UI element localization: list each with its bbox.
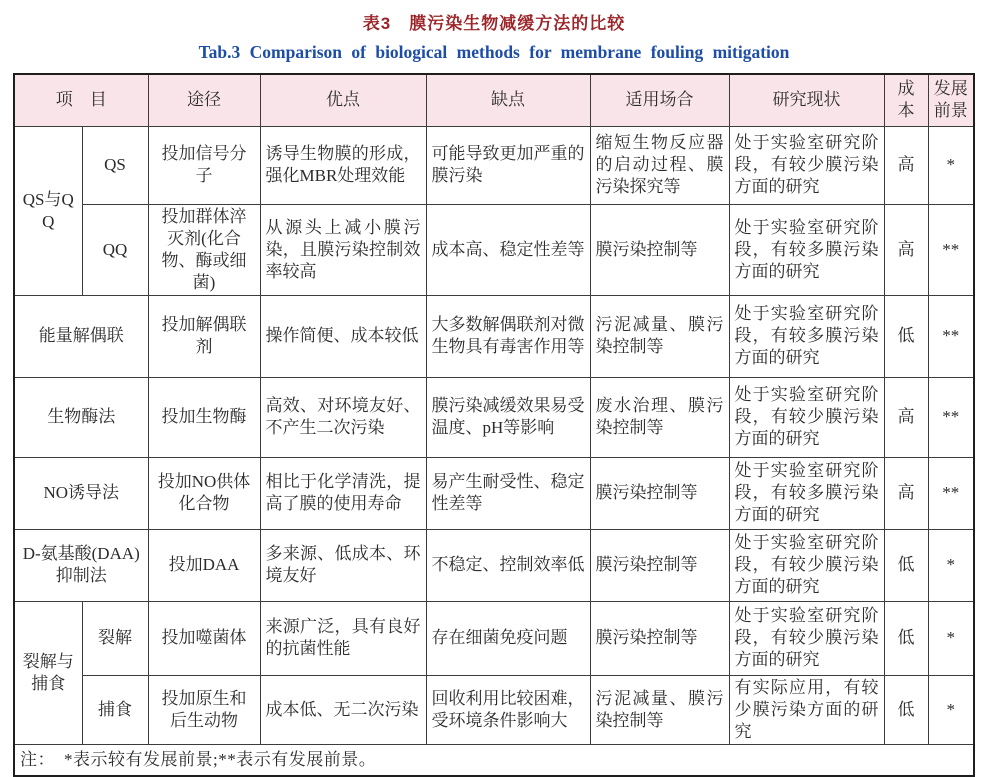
- cell-prospect: *: [928, 126, 974, 204]
- cell-status: 有实际应用，有较少膜污染方面的研究: [729, 675, 884, 744]
- cell-pros: 诱导生物膜的形成，强化MBR处理效能: [260, 126, 426, 204]
- cell-status: 处于实验室研究阶段，有较少膜污染方面的研究: [729, 529, 884, 601]
- cell-cost: 低: [884, 601, 928, 675]
- cell-group: 裂解与捕食: [14, 601, 82, 744]
- cell-cost: 高: [884, 126, 928, 204]
- cell-prospect: *: [928, 675, 974, 744]
- cell-group: QS与QQ: [14, 126, 82, 295]
- cell-prospect: **: [928, 295, 974, 377]
- col-header-status: 研究现状: [729, 74, 884, 126]
- table-row: [14, 675, 974, 744]
- cell-route: 投加群体淬灭剂(化合物、酶或细菌): [148, 204, 260, 295]
- cell-status: 处于实验室研究阶段，有较多膜污染方面的研究: [729, 295, 884, 377]
- cell-prospect: *: [928, 601, 974, 675]
- cell-sub: QQ: [82, 204, 148, 295]
- cell-scope: 膜污染控制等: [590, 457, 729, 529]
- col-header-pros: 优点: [260, 74, 426, 126]
- cell-scope: 膜污染控制等: [590, 601, 729, 675]
- table-row: [14, 529, 974, 601]
- footnote: 注： *表示较有发展前景;**表示有发展前景。: [14, 745, 974, 776]
- cell-route: 投加原生和后生动物: [148, 675, 260, 744]
- col-header-route: 途径: [148, 74, 260, 126]
- col-header-cost: 成本: [884, 74, 928, 126]
- cell-prospect: **: [928, 204, 974, 295]
- table-row: [14, 204, 974, 295]
- cell-route: 投加DAA: [148, 529, 260, 601]
- cell-status: 处于实验室研究阶段，有较多膜污染方面的研究: [729, 204, 884, 295]
- cell-status: 处于实验室研究阶段，有较少膜污染方面的研究: [729, 377, 884, 457]
- cell-cons: 可能导致更加严重的膜污染: [426, 126, 590, 204]
- cell-route: 投加NO供体化合物: [148, 457, 260, 529]
- cell-scope: 废水治理、膜污染控制等: [590, 377, 729, 457]
- cell-method: 能量解偶联: [14, 295, 148, 377]
- cell-cost: 高: [884, 457, 928, 529]
- cell-cons: 回收利用比较困难，受环境条件影响大: [426, 675, 590, 744]
- cell-status: 处于实验室研究阶段，有较少膜污染方面的研究: [729, 126, 884, 204]
- cell-scope: 膜污染控制等: [590, 204, 729, 295]
- cell-cost: 低: [884, 295, 928, 377]
- cell-cons: 易产生耐受性、稳定性差等: [426, 457, 590, 529]
- cell-pros: 相比于化学清洗，提高了膜的使用寿命: [260, 457, 426, 529]
- cell-route: 投加噬菌体: [148, 601, 260, 675]
- cell-scope: 污泥减量、膜污染控制等: [590, 675, 729, 744]
- cell-cons: 成本高、稳定性差等: [426, 204, 590, 295]
- cell-sub: 裂解: [82, 601, 148, 675]
- table-row: [14, 377, 974, 457]
- cell-route: 投加解偶联剂: [148, 295, 260, 377]
- cell-method: 生物酶法: [14, 377, 148, 457]
- table-row: [14, 457, 974, 529]
- col-header-cons: 缺点: [426, 74, 590, 126]
- cell-pros: 高效、对环境友好、不产生二次污染: [260, 377, 426, 457]
- cell-sub: QS: [82, 126, 148, 204]
- cell-scope: 膜污染控制等: [590, 529, 729, 601]
- cell-pros: 操作简便、成本较低: [260, 295, 426, 377]
- cell-sub: 捕食: [82, 675, 148, 744]
- cell-cost: 低: [884, 529, 928, 601]
- table-row: [14, 295, 974, 377]
- col-header-prospect: 发展前景: [928, 74, 974, 126]
- cell-route: 投加信号分子: [148, 126, 260, 204]
- cell-pros: 成本低、无二次污染: [260, 675, 426, 744]
- header-row: [14, 74, 974, 126]
- cell-scope: 污泥减量、膜污染控制等: [590, 295, 729, 377]
- cell-status: 处于实验室研究阶段，有较少膜污染方面的研究: [729, 601, 884, 675]
- cell-pros: 多来源、低成本、环境友好: [260, 529, 426, 601]
- cell-pros: 来源广泛，具有良好的抗菌性能: [260, 601, 426, 675]
- cell-cons: 存在细菌免疫问题: [426, 601, 590, 675]
- col-header-item: 项 目: [14, 74, 148, 126]
- comparison-table: [13, 73, 975, 777]
- table-title-english: Tab.3 Comparison of biological methods for membrane fouling mitigation: [198, 42, 790, 62]
- cell-scope: 缩短生物反应器的启动过程、膜污染探究等: [590, 126, 729, 204]
- cell-route: 投加生物酶: [148, 377, 260, 457]
- table-title-chinese: 表3 膜污染生物减缓方法的比较: [362, 14, 626, 33]
- cell-pros: 从源头上减小膜污染，且膜污染控制效率较高: [260, 204, 426, 295]
- cell-cost: 高: [884, 204, 928, 295]
- col-header-scope: 适用场合: [590, 74, 729, 126]
- cell-cons: 不稳定、控制效率低: [426, 529, 590, 601]
- cell-method: NO诱导法: [14, 457, 148, 529]
- cell-prospect: **: [928, 377, 974, 457]
- table-row: [14, 126, 974, 204]
- cell-method: D-氨基酸(DAA)抑制法: [14, 529, 148, 601]
- cell-status: 处于实验室研究阶段，有较多膜污染方面的研究: [729, 457, 884, 529]
- cell-cons: 大多数解偶联剂对微生物具有毒害作用等: [426, 295, 590, 377]
- cell-cons: 膜污染减缓效果易受温度、pH等影响: [426, 377, 590, 457]
- cell-cost: 低: [884, 675, 928, 744]
- cell-prospect: *: [928, 529, 974, 601]
- footnote-row: [14, 745, 974, 776]
- cell-prospect: **: [928, 457, 974, 529]
- cell-cost: 高: [884, 377, 928, 457]
- table-row: [14, 601, 974, 675]
